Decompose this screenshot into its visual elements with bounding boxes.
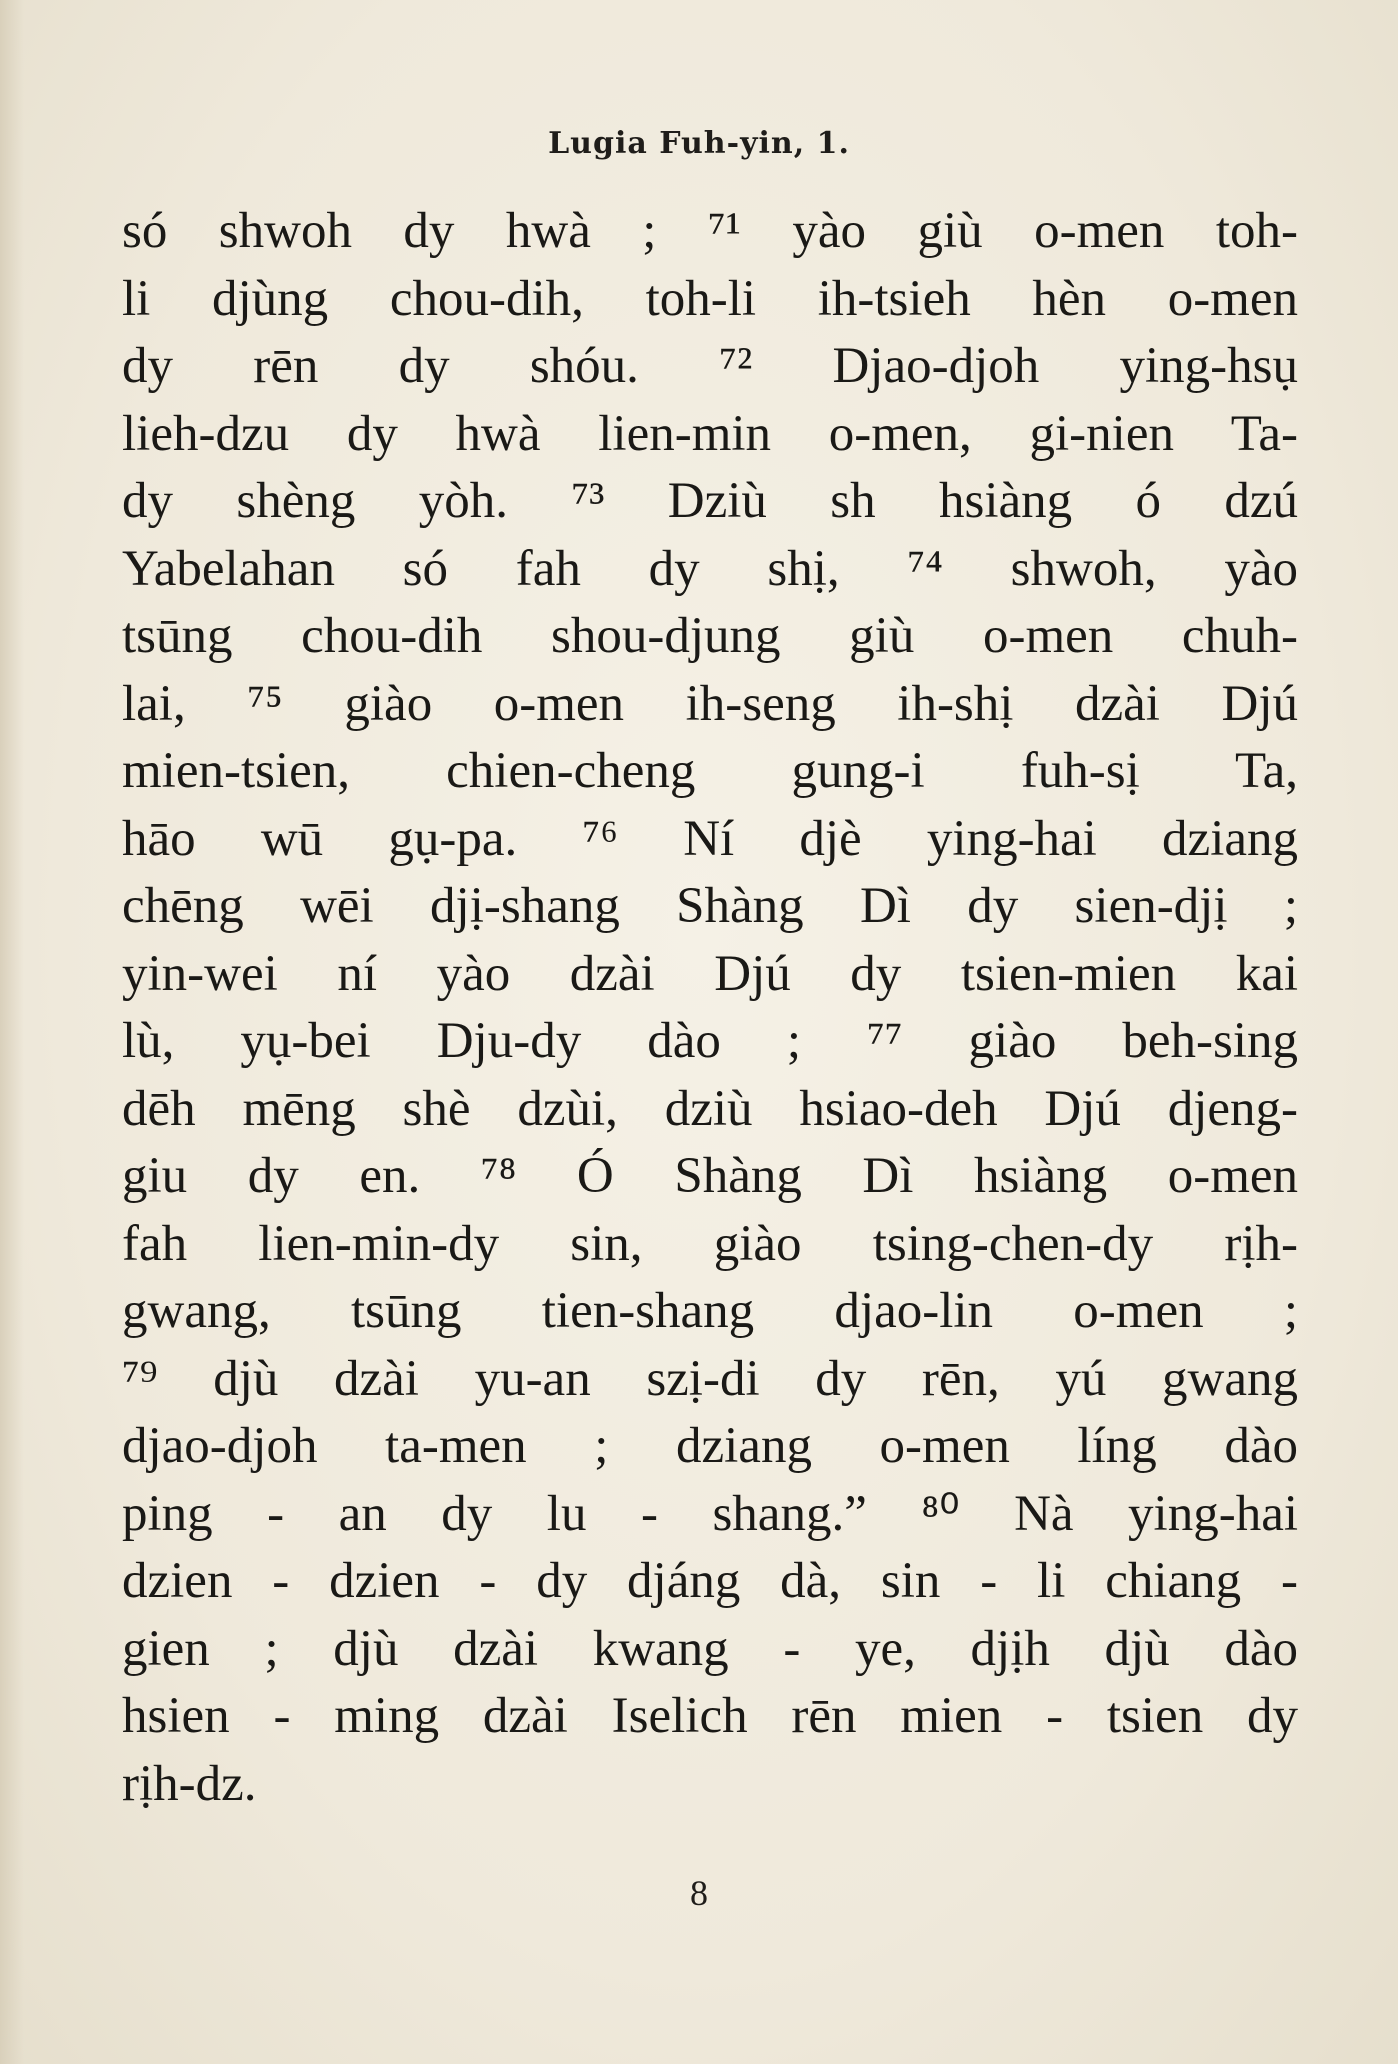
- page-number: 8: [690, 1873, 708, 1913]
- text-line: dēh mēng shè dzùi, dziù hsiao-deh Djú djeng-: [122, 1080, 1298, 1137]
- text-line: mien-tsien, chien-cheng gung-i fuh-sị Ta,: [122, 743, 1298, 799]
- text-line: djao-djoh ta-men ; dziang o-men líng dào: [122, 1418, 1298, 1474]
- text-line: Yabelahan só fah dy shị, ⁷⁴ shwoh, yào: [122, 540, 1298, 597]
- text-line: tsūng chou-dih shou-djung giù o-men chuh-: [122, 608, 1298, 664]
- running-head: Lugia Fuh-yin, 1.: [548, 126, 850, 161]
- text-line: ⁷⁹ djù dzài yu-an szị-di dy rēn, yú gwang: [122, 1350, 1298, 1407]
- text-line: hāo wū gụ-pa. ⁷⁶ Ní djè ying-hai dziang: [122, 810, 1298, 867]
- text-line: lieh-dzu dy hwà lien-min o-men, gi-nien Ta-: [122, 405, 1298, 462]
- text-line: gwang, tsūng tien-shang djao-lin o-men ;: [122, 1283, 1298, 1339]
- text-line: dy shèng yòh. ⁷³ Dziù sh hsiàng ó dzú: [122, 473, 1298, 529]
- text-line: li djùng chou-dih, toh-li ih-tsieh hèn o-men: [122, 270, 1298, 327]
- text-line: dzien - dzien - dy djáng dà, sin - li chiang -: [122, 1553, 1298, 1609]
- page-gutter-shadow: [0, 0, 24, 2064]
- text-line: fah lien-min-dy sin, giào tsing-chen-dy rịh-: [122, 1215, 1298, 1272]
- text-line: ping - an dy lu - shang.” ⁸⁰ Nà ying-hai: [122, 1485, 1298, 1542]
- text-line: só shwoh dy hwà ; ⁷¹ yào giù o-men toh-: [122, 203, 1298, 259]
- text-line: rịh-dz.: [122, 1755, 257, 1812]
- text-line: gien ; djù dzài kwang - ye, djịh djù dào: [122, 1620, 1298, 1677]
- text-line: hsien - ming dzài Iselich rēn mien - tsien dy: [122, 1688, 1298, 1744]
- text-line: dy rēn dy shóu. ⁷² Djao-djoh ying-hsụ: [122, 338, 1298, 394]
- text-line: giu dy en. ⁷⁸ Ó Shàng Dì hsiàng o-men: [122, 1148, 1298, 1204]
- text-line: yin-wei ní yào dzài Djú dy tsien-mien kai: [122, 945, 1298, 1002]
- text-line: chēng wēi djị-shang Shàng Dì dy sien-djị ;: [122, 878, 1298, 934]
- text-line: lai, ⁷⁵ giào o-men ih-seng ih-shị dzài Djú: [122, 675, 1298, 732]
- text-line: lù, yụ-bei Dju-dy dào ; ⁷⁷ giào beh-sing: [122, 1013, 1298, 1069]
- body-text: [122, 198, 1298, 1818]
